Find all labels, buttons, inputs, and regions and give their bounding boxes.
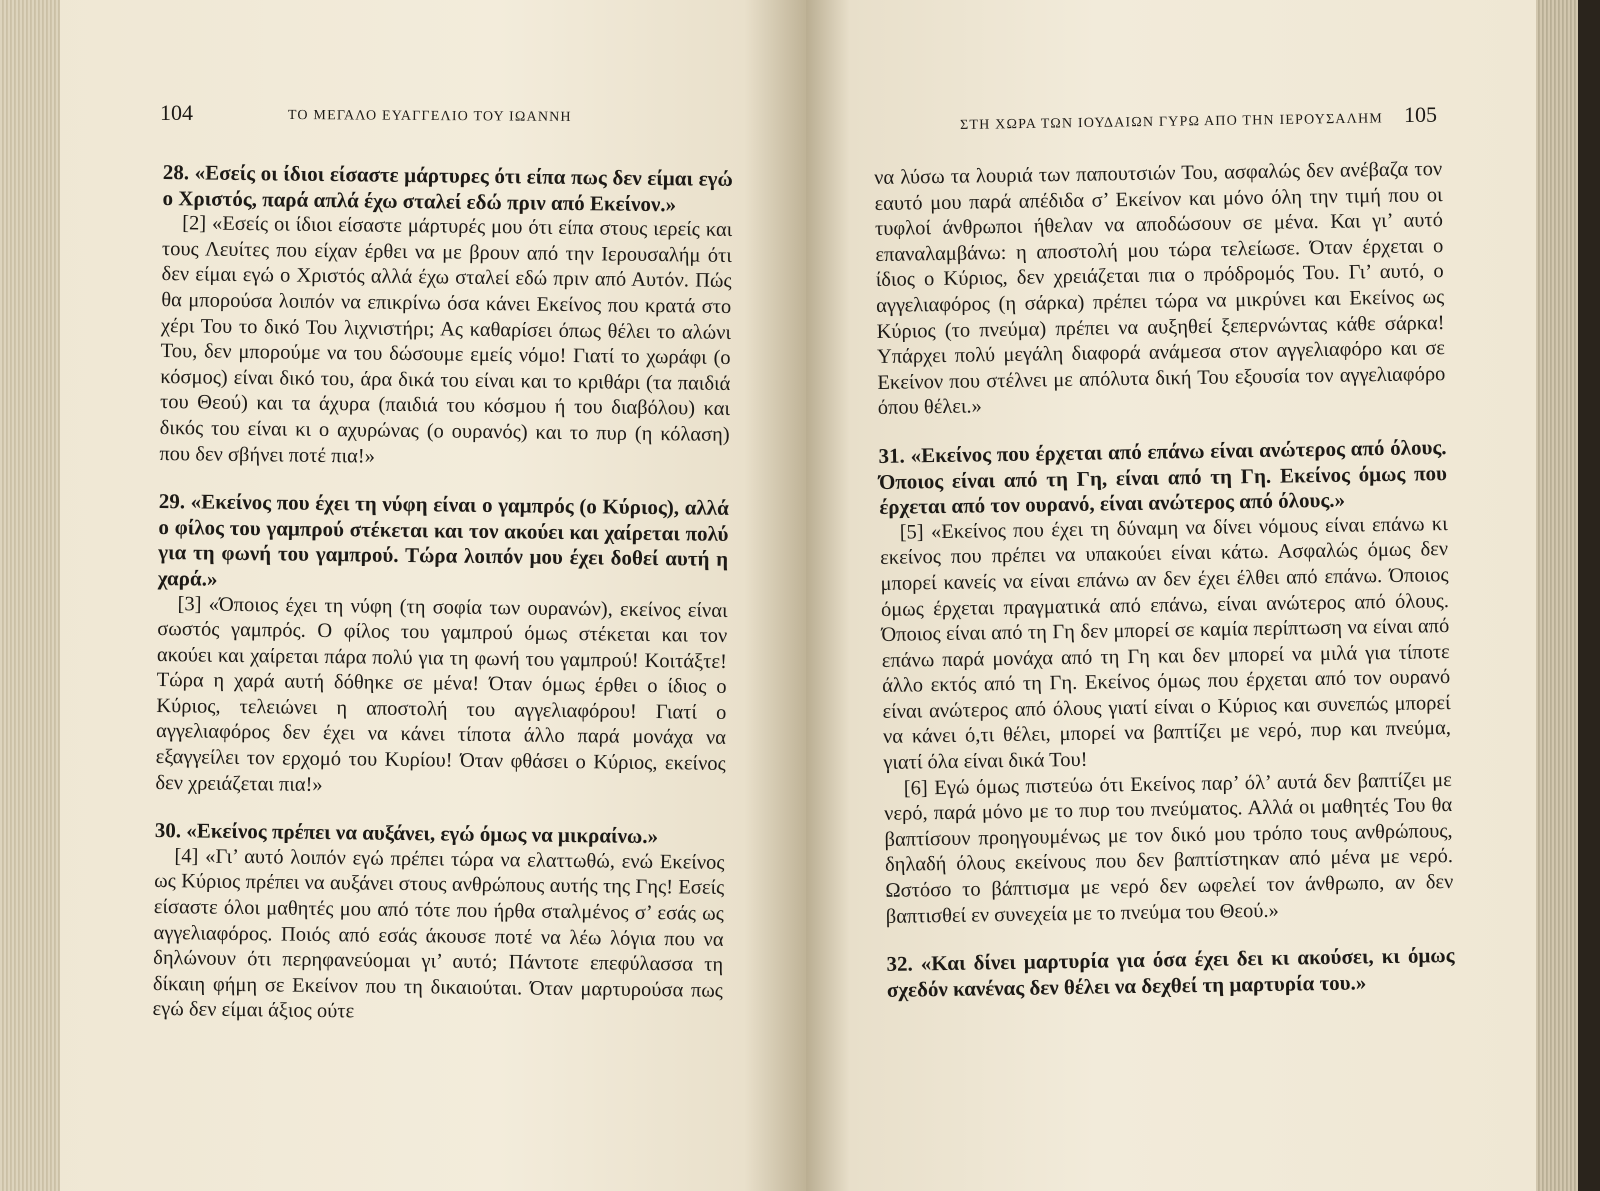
right-running-header: ΣΤΗ ΧΩΡΑ ΤΩΝ ΙΟΥΔΑΙΩΝ ΓΥΡΩ ΑΠΟ ΤΗΝ ΙΕΡΟΥΣΑΛΗΜ [960, 111, 1384, 133]
commentary-paragraph: να λύσω τα λουριά των παπουτσιών Του, ασφαλώς δεν ανέβαζα τον εαυτό μου παρά απέδιδα σ’ Εκείνον και μόνο όλη την τιμή που οι τυφλοί άνθρωποι ήθελαν να αποδώσουν σε μένα. Και γι’ αυτό επαναλαμβάνω: η αποστολή μου τώρα τελείωσε. Όταν έρχεται ο ίδιος ο Κύριος, δεν χρειάζεται πια ο πρόδρομός Του. Γι’ αυτό, ο αγγελιαφόρος (η σάρκα) πρέπει τώρα να μικρύνει και Εκείνος ως Κύριος (το πνεύμα) πρέπει να αυξηθεί ξεπερνώντας κάθε σάρκα! Υπάρχει πολύ μεγάλη διαφορά ανάμεσα στον αγγελιαφόρο και σε Εκείνον που στέλνει με απόλυτα δική Του εξουσία τον αγγελιαφόρο όπου θέλει.» [874, 158, 1446, 420]
commentary-paragraph: [6] Εγώ όμως πιστεύω ότι Εκείνος παρ’ όλ’ αυτά δεν βαπτίζει με νερό, παρά μόνο με το πυρ του πνεύματος. Αλλά οι μαθητές Του θα βαπτίσουν προηγουμένως με τον δικό μου τρόπο τους ανθρώπους, δηλαδή όλους εκείνους που δεν βαπτίστηκαν από μένα με νερό. Ωστόσο το βάπτισμα με νερό δεν ωφελεί τον άνθρωπο, αν δεν βαπτισθεί εν συνεχεία με το πνεύμα του Θεού.» [884, 768, 1454, 928]
verse-heading: 30. «Εκείνος πρέπει να αυξάνει, εγώ όμως να μικραίνω.» [154, 818, 659, 849]
commentary-paragraph: [4] «Γι’ αυτό λοιπόν εγώ πρέπει τώρα να ελαττωθώ, ενώ Εκείνος ως Κύριος πρέπει να αυξάνει στους ανθρώπους αυτής της Γης! Εσείς είσαστε όλοι μαθητές μου από τότε που ήρθα σταλμένος σ’ εσάς ως αγγελιαφόρος. Ποιός από εσάς άκουσε ποτέ να λέω λόγια που να δηλώνουν ότι περηφανεύομαι γι’ αυτό; Πάντοτε επεφύλασσα τη δίκαιη φήμη σε Εκείνον που τη δικαιούται. Όταν μαρτυρούσα πως εγώ δεν είμαι άξιος ούτε [152, 845, 725, 1023]
commentary-paragraph: [5] «Εκείνος που έχει τη δύναμη να δίνει νόμους είναι επάνω κι εκείνος που πρέπει να υπακούει είναι κάτω. Ασφαλώς όμως δεν μπορεί κανείς να είναι επάνω αν δεν έχει έλθει από επάνω. Όποιος όμως έρχεται πραγματικά από επάνω, είναι ανώτερος από όλους. Όποιος είναι από τη Γη δεν μπορεί σε καμία περίπτωση να είναι από επάνω παρά μονάχα από τη Γη και δεν μπορεί να μιλά για τίποτε άλλο εκτός από τη Γη. Εκείνος όμως που έρχεται από τον ουρανό είναι ανώτερος από όλους γιατί είναι ο Κύριος και συνεπώς μπορεί να κάνει ό,τι θέλει, μπορεί να βαπτίζει με νερό, πυρ και πνεύμα, γιατί όλα είναι δικά Του! [879, 512, 1452, 774]
left-page-number: 104 [160, 100, 193, 125]
commentary-paragraph: [2] «Εσείς οι ίδιοι είσαστε μάρτυρές μου ότι είπα στους ιερείς και τους Λευίτες που είχαν έρθει να με βρουν από την Ιερουσαλήμ ότι δεν είμαι εγώ ο Χριστός αλλά έχω σταλεί εδώ πριν από Αυτόν. Πώς θα μπορούσα λοιπόν να επικρίνω όσα κάνει Εκείνος που κρατά στο χέρι Του το δικό Του λιχνιστήρι; Ας καθαρίσει όπως θέλει το αλώνι Του, δεν μπορούμε να του δώσουμε εμείς νόμο! Γιατί το χωράφι (ο κόσμος) είναι δικό του, άρα δικά του είναι και το κριθάρι (τα παιδιά του Θεού) και τα άχυρα (παιδιά του κόσμου ή του διαβόλου) και δικός του είναι κι ο αχυρώνας (ο ουρανός) και το πυρ (η κόλαση) που δεν σβήνει ποτέ πια!» [159, 212, 733, 468]
left-page-text [152, 160, 733, 1030]
right-page-number: 105 [1404, 102, 1437, 127]
verse-heading: 31. «Εκείνος που έρχεται από επάνω είναι ανώτερος από όλους. Όποιος είναι από τη Γη, είναι από τη Γη. Εκείνος όμως που έρχεται από τον ουρανό, είναι ανώτερος από όλους.» [878, 434, 1448, 520]
commentary-paragraph: [3] «Όποιος έχει τη νύφη (τη σοφία των ουρανών), εκείνος είναι σωστός γαμπρός. Ο φίλος του γαμπρού όμως στέκεται και τον ακούει και χαίρεται πάρα πολύ για τη φωνή του γαμπρού! Κοιτάξτε! Τώρα η χαρά αυτή δόθηκε σε μένα! Όταν όμως έρθει ο ίδιος ο Κύριος, τελειώνει η αποστολή του αγγελιαφόρου! Γιατί ο αγγελιαφόρος δεν έχει να κάνει τίποτα άλλο παρά μονάχα να εξαγγείλει τον ερχομό του Κυρίου! Όταν φθάσει ο Κύριος, εκείνος δεν χρειάζεται πια!» [155, 592, 728, 796]
verse-heading: 32. «Και δίνει μαρτυρία για όσα έχει δει κι ακούσει, κι όμως σχεδόν κανένας δεν θέλει να δεχθεί τη μαρτυρία του.» [886, 943, 1455, 1002]
right-page-text [874, 157, 1455, 1003]
right-page-edges [1536, 0, 1600, 1191]
left-page-edges [0, 0, 60, 1191]
verse-heading: 28. «Εσείς οι ίδιοι είσαστε μάρτυρες ότι είπα πως δεν είμαι εγώ ο Χριστός, παρά απλά έχω σταλεί εδώ πριν από Εκείνον.» [162, 160, 733, 216]
left-running-header: ΤΟ ΜΕΓΑΛΟ ΕΥΑΓΓΕΛΙΟ ΤΟΥ ΙΩΑΝΝΗ [287, 108, 572, 125]
verse-heading: 29. «Εκείνος που έχει τη νύφη είναι ο γαμπρός (ο Κύριος), αλλά ο φίλος του γαμπρού στέκεται και τον ακούει και χαίρεται πολύ για τη φωνή του γαμπρού. Τώρα λοιπόν μου έχει δοθεί αυτή η χαρά.» [157, 489, 729, 591]
